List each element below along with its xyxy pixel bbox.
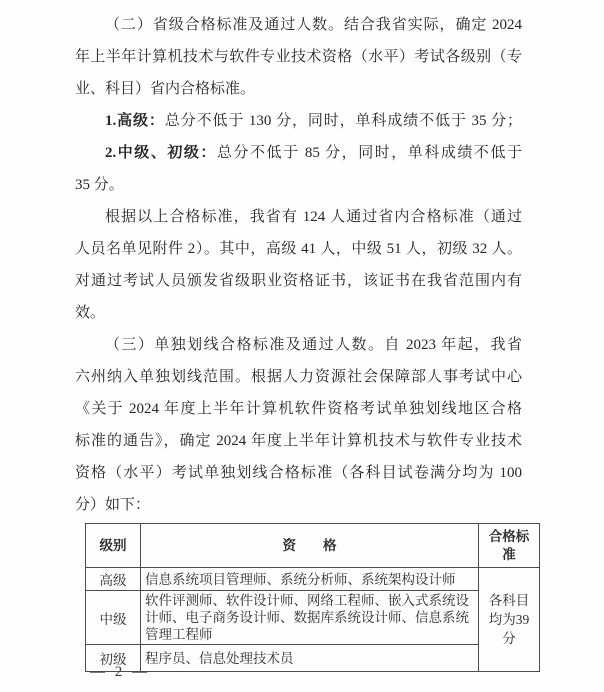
- table-row: [86, 591, 540, 645]
- table-header-standard: 合格标准: [479, 524, 540, 568]
- body-line-2: 年上半年计算机技术与软件专业技术资格（水平）考试各级别（专: [75, 49, 522, 65]
- qualification-cell: 程序员、信息处理技术员: [141, 645, 479, 672]
- qualification-cell: 信息系统项目管理师、系统分析师、系统架构设计师: [141, 568, 479, 591]
- body-line-3: 业、科目）省内合格标准。: [75, 81, 256, 97]
- body-line-13: 《关于 2024 年度上半年计算机软件资格考试单独划线地区合格: [75, 401, 522, 417]
- table-header-row: [86, 524, 540, 568]
- body-line-11: （三）单独划线合格标准及通过人数。自 2023 年起，我省: [105, 337, 522, 353]
- passing-standards-table: [85, 523, 540, 672]
- body-line-4: 1.高级：总分不低于 130 分，同时，单科成绩不低于 35 分；: [105, 113, 522, 129]
- level-cell: 高级: [86, 568, 141, 591]
- merged-standard-cell: 各科目均为39分: [479, 568, 540, 672]
- body-line-8: 人员名单见附件 2）。其中，高级 41 人，中级 51 人，初级 32 人。: [75, 241, 522, 257]
- body-line-9: 对通过考试人员颁发省级职业资格证书，该证书在我省范围内有: [75, 273, 522, 289]
- body-line-14: 标准的通告》，确定 2024 年度上半年计算机技术与软件专业技术: [75, 433, 522, 449]
- body-line-15: 资格（水平）考试单独划线合格标准（各科目试卷满分均为 100: [75, 465, 522, 481]
- table-row: [86, 568, 540, 591]
- document-body: [75, 9, 522, 521]
- table-header-level: 级别: [86, 524, 141, 568]
- body-line-12: 六州纳入单独划线范围。根据人力资源社会保障部人事考试中心: [75, 369, 522, 385]
- bold-lead-in: 2.中级、初级：: [105, 145, 217, 161]
- body-line-1: （二）省级合格标准及通过人数。结合我省实际，确定 2024: [105, 17, 522, 33]
- table-header-qualification: 资 格: [141, 524, 479, 568]
- body-line-10: 效。: [75, 305, 106, 321]
- bold-lead-in: 1.高级：: [105, 113, 165, 129]
- page-number: — 2 —: [90, 664, 150, 680]
- body-line-6: 35 分。: [75, 177, 124, 193]
- body-line-7: 根据以上合格标准，我省有 124 人通过省内合格标准（通过: [105, 209, 522, 225]
- level-cell: 中级: [86, 591, 141, 645]
- level-cell: 初级: [86, 645, 141, 672]
- qualification-cell: 软件评测师、软件设计师、网络工程师、嵌入式系统设计师、电子商务设计师、数据库系统设计师、信息系统管理工程师: [141, 591, 479, 645]
- body-line-16: 分）如下：: [75, 497, 151, 513]
- body-line-5: 2.中级、初级：总分不低于 85 分，同时，单科成绩不低于: [105, 145, 522, 161]
- table-row: [86, 645, 540, 672]
